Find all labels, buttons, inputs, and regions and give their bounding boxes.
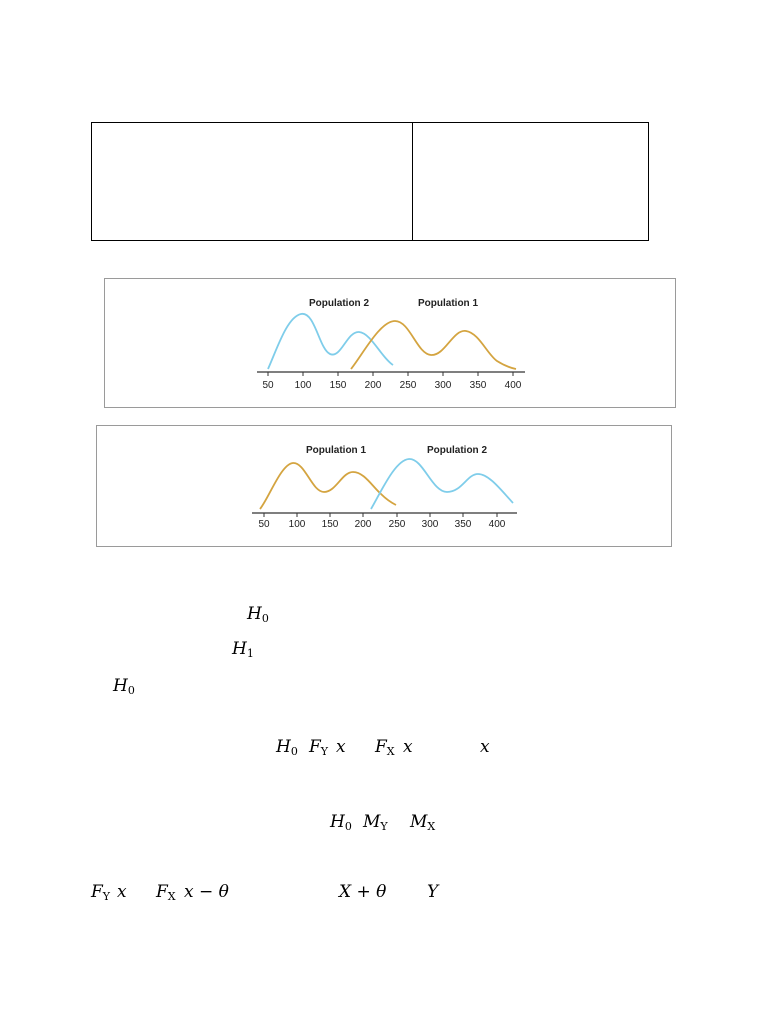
tick-label: 350: [454, 519, 472, 530]
tick-label: 100: [294, 380, 312, 391]
math-x-plus-theta: X + θ: [339, 882, 387, 902]
tick-label: 50: [262, 380, 274, 391]
blue-density-curve: [268, 314, 393, 369]
math-x: x: [403, 737, 413, 757]
tick-label: 150: [329, 380, 347, 391]
math-y: Y: [427, 882, 439, 902]
tick-label: 400: [488, 519, 506, 530]
tick-label: 300: [434, 380, 452, 391]
math-x: x: [117, 882, 127, 902]
density-plot-1: [105, 279, 675, 407]
empty-table: [91, 122, 649, 241]
legend-label: Population 1: [306, 445, 366, 456]
math-mx: $M_X$: [410, 812, 436, 833]
legend-label: Population 1: [418, 298, 478, 309]
tick-label: 200: [364, 380, 382, 391]
legend-label: Population 2: [427, 445, 487, 456]
math-fx: $F_X$: [156, 882, 176, 903]
figure-populations-1: [104, 278, 676, 408]
math-h1: $H_1$: [232, 639, 254, 660]
math-fy: $F_Y$: [91, 882, 111, 903]
figure-populations-2: [96, 425, 672, 547]
x-axis-ticks: [268, 372, 513, 376]
tick-label: 250: [388, 519, 406, 530]
math-h0: $H_0$: [113, 676, 135, 697]
blue-density-curve: [371, 459, 513, 509]
math-x: x: [336, 737, 346, 757]
tick-label: 400: [504, 380, 522, 391]
math-h0: $H_0$: [330, 812, 352, 833]
tick-label: 50: [258, 519, 270, 530]
tick-label: 250: [399, 380, 417, 391]
tick-label: 350: [469, 380, 487, 391]
math-fx: $F_X$: [375, 737, 395, 758]
tick-label: 150: [321, 519, 339, 530]
math-fy: $F_Y$: [309, 737, 329, 758]
table-column-divider: [412, 123, 413, 240]
tick-label: 300: [421, 519, 439, 530]
math-x: x: [480, 737, 490, 757]
math-h0: $H_0$: [276, 737, 298, 758]
legend-label: Population 2: [309, 298, 369, 309]
math-h0: $H_0$: [247, 604, 269, 625]
tick-label: 100: [288, 519, 306, 530]
math-x-minus-theta: x − θ: [184, 882, 229, 902]
math-my: $M_Y$: [363, 812, 388, 833]
density-plot-2: [97, 426, 671, 546]
tick-label: 200: [354, 519, 372, 530]
